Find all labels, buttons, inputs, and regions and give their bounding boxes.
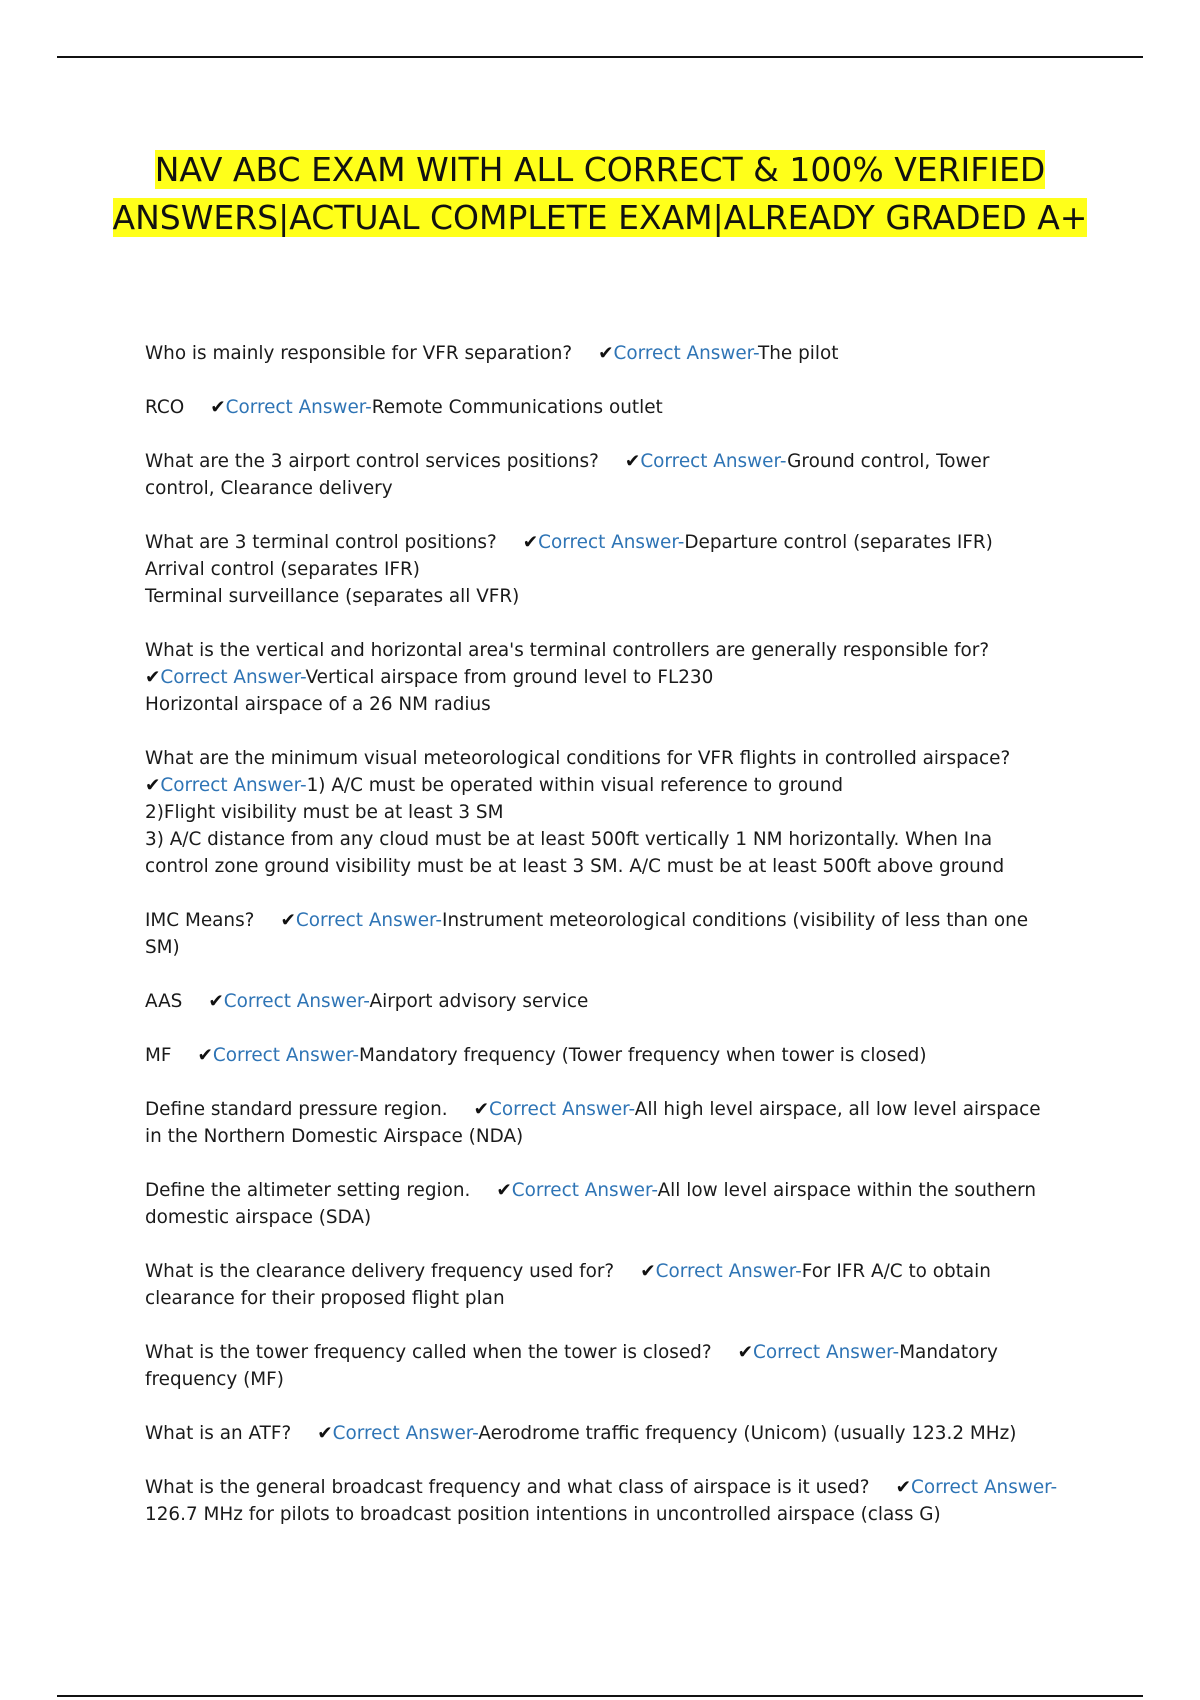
answer-label: Correct Answer- (613, 343, 759, 364)
title-block (100, 146, 1100, 242)
check-icon: ✔ (280, 910, 296, 931)
answer: Remote Communications outlet (371, 397, 663, 418)
check-icon: ✔ (737, 1342, 754, 1363)
answer: Vertical airspace from ground level to FL230 Horizontal airspace of a 26 NM radius (145, 667, 714, 715)
qa-item (145, 1474, 1060, 1528)
question: What is the tower frequency called when the tower is closed? (145, 1342, 712, 1363)
check-icon: ✔ (197, 1045, 213, 1066)
qa-item (145, 1258, 1060, 1312)
answer-label: Correct Answer- (489, 1099, 635, 1120)
question: Define the altimeter setting region. (145, 1180, 471, 1201)
check-icon: ✔ (210, 397, 226, 418)
qa-item (145, 1096, 1060, 1150)
answer: Departure control (separates IFR) Arrival control (separates IFR) Terminal surveillance (separates all VFR) (145, 532, 993, 607)
answer-label: Correct Answer- (655, 1261, 802, 1282)
answer: Aerodrome traffic frequency (Unicom) (usually 123.2 MHz) (478, 1423, 1017, 1444)
qa-item (145, 1339, 1060, 1393)
answer-label: Correct Answer- (911, 1477, 1058, 1498)
question: AAS (145, 991, 183, 1012)
check-icon: ✔ (145, 667, 161, 688)
question: What are the minimum visual meteorological conditions for VFR flights in controlled airspace? (145, 748, 1011, 769)
answer: All high level airspace, all low level airspace in the Northern Domestic Airspace (NDA) (145, 1099, 1041, 1147)
answer-label: Correct Answer- (225, 397, 372, 418)
question: What is an ATF? (145, 1423, 292, 1444)
qa-item (145, 1177, 1060, 1231)
question: RCO (145, 397, 185, 418)
check-icon: ✔ (522, 532, 539, 553)
qa-item (145, 1420, 1060, 1447)
qa-item (145, 340, 1060, 367)
qa-item (145, 907, 1060, 961)
answer-label: Correct Answer- (212, 1045, 360, 1066)
answer: For IFR A/C to obtain clearance for their proposed flight plan (145, 1261, 991, 1309)
check-icon: ✔ (624, 451, 641, 472)
qa-item (145, 637, 1060, 718)
answer-label: Correct Answer- (753, 1342, 900, 1363)
bottom-rule (57, 1695, 1143, 1697)
question: What are the 3 airport control services positions? (145, 451, 599, 472)
qa-item (145, 394, 1060, 421)
answer-label: Correct Answer- (538, 532, 685, 553)
check-icon: ✔ (473, 1099, 490, 1120)
question: What are 3 terminal control positions? (145, 532, 497, 553)
question: What is the clearance delivery frequency used for? (145, 1261, 615, 1282)
answer: 126.7 MHz for pilots to broadcast position intentions in uncontrolled airspace (class G) (145, 1504, 941, 1525)
qa-item (145, 988, 1060, 1015)
answer-label: Correct Answer- (223, 991, 370, 1012)
answer: Instrument meteorological conditions (visibility of less than one SM) (145, 910, 1029, 958)
check-icon: ✔ (598, 343, 614, 364)
qa-item (145, 529, 1060, 610)
question: What is the vertical and horizontal area's terminal controllers are generally responsible for? (145, 640, 990, 661)
qa-item (145, 1042, 1060, 1069)
answer: The pilot (758, 343, 839, 364)
answer-label: Correct Answer- (295, 910, 443, 931)
answer: All low level airspace within the southern domestic airspace (SDA) (145, 1180, 1036, 1228)
question: Define standard pressure region. (145, 1099, 448, 1120)
question: MF (145, 1045, 172, 1066)
check-icon: ✔ (640, 1261, 656, 1282)
question: Who is mainly responsible for VFR separation? (145, 343, 573, 364)
page-title: NAV ABC EXAM WITH ALL CORRECT & 100% VERIFIED ANSWERS|ACTUAL COMPLETE EXAM|ALREADY GRADED A+ (112, 150, 1088, 237)
question: IMC Means? (145, 910, 255, 931)
answer-label: Correct Answer- (640, 451, 788, 472)
question: What is the general broadcast frequency and what class of airspace is it used? (145, 1477, 870, 1498)
qa-item (145, 745, 1060, 880)
answer: Airport advisory service (369, 991, 589, 1012)
check-icon: ✔ (145, 775, 161, 796)
top-rule (57, 56, 1143, 58)
answer-label: Correct Answer- (511, 1180, 658, 1201)
qa-item (145, 448, 1060, 502)
answer-label: Correct Answer- (332, 1423, 479, 1444)
check-icon: ✔ (496, 1180, 512, 1201)
check-icon: ✔ (208, 991, 224, 1012)
answer-label: Correct Answer- (160, 667, 306, 688)
answer: Mandatory frequency (MF) (145, 1342, 998, 1390)
answer: Mandatory frequency (Tower frequency when tower is closed) (359, 1045, 927, 1066)
answer: Ground control, Tower control, Clearance delivery (145, 451, 990, 499)
answer-label: Correct Answer- (160, 775, 307, 796)
check-icon: ✔ (317, 1423, 333, 1444)
answer: 1) A/C must be operated within visual reference to ground 2)Flight visibility must be at least 3 SM 3) A/C distance from any cloud must be at least 500ft vertically 1 NM horizontally. When Ina control zone ground visibility must be at least 3 SM. A/C must be at least 500ft above ground (145, 775, 1005, 877)
check-icon: ✔ (895, 1477, 911, 1498)
qa-list (145, 340, 1060, 1555)
